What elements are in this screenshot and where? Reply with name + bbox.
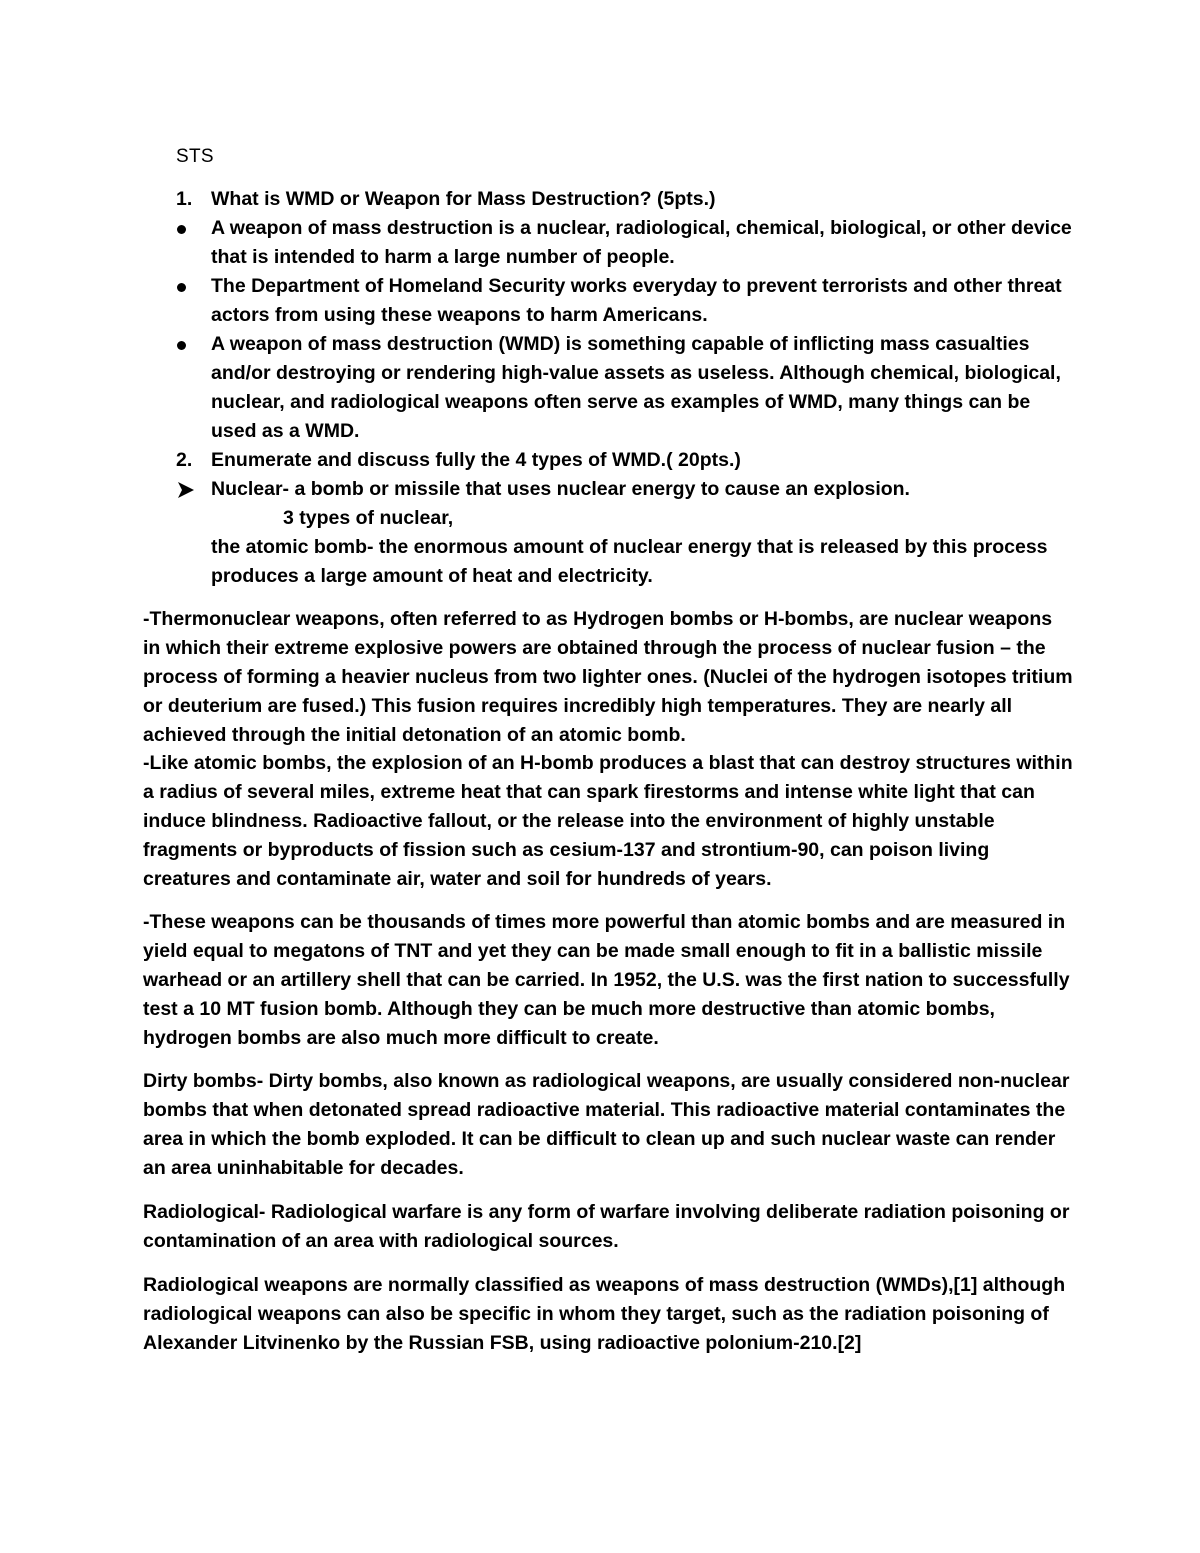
dirty-bombs-paragraph: Dirty bombs- Dirty bombs, also known as radiological weapons, are usually considered non-nuclear bombs that when detonated spread radioactive material. This radioactive material contaminates the area in which the bomb exploded. It can be difficult to clean up and such nuclear waste can render an area uninhabitable for decades. [143, 1070, 1070, 1179]
question-text: Enumerate and discuss fully the 4 types of WMD.( 20pts.) [211, 449, 741, 471]
radiological-paragraph: Radiological- Radiological warfare is any form of warfare involving deliberate radiation poisoning or contamination of an area with radiological sources. [143, 1201, 1070, 1252]
thermonuclear-paragraph: -Thermonuclear weapons, often referred to as Hydrogen bombs or H-bombs, are nuclear weapons in which their extreme explosive powers are obtained through the process of nuclear fusion – the process of forming a heavier nucleus from two lighter ones. (Nuclei of the hydrogen isotopes tritium or deuterium are fused.) This fusion requires incredibly high temperatures. They are nearly all achieved through the initial detonation of an atomic bomb. [143, 608, 1073, 746]
bullet-icon [176, 272, 210, 301]
h-bomb-effects-paragraph: -Like atomic bombs, the explosion of an H-bomb produces a blast that can destroy structures within a radius of several miles, extreme heat that can spark firestorms and intense white light that can induce blindness. Radioactive fallout, or the release into the environment of highly unstable fragments or byproducts of fission such as cesium-137 and strontium-90, can poison living creatures and contaminate air, water and soil for hundreds of years. [143, 752, 1073, 890]
radiological-weapons-paragraph: Radiological weapons are normally classified as weapons of mass destruction (WMDs),[1] although radiological weapons can also be specific in whom they target, such as the radiation poisoning of Alexander Litvinenko by the Russian FSB, using radioactive polonium-210.[2] [143, 1274, 1066, 1354]
bullet-text: A weapon of mass destruction (WMD) is something capable of inflicting mass casualties and/or destroying or rendering high-value assets as useless. Although chemical, biological, nuclear, and radiological weapons often serve as examples of WMD, many things can be used as a WMD. [211, 333, 1061, 442]
question-text: What is WMD or Weapon for Mass Destruction? (5pts.) [211, 188, 716, 210]
nuclear-definition: Nuclear- a bomb or missile that uses nuclear energy to cause an explosion. [211, 478, 910, 500]
question-number: 2. [176, 449, 193, 471]
bullet-text: A weapon of mass destruction is a nuclear, radiological, chemical, biological, or other device that is intended to harm a large number of people. [211, 217, 1072, 268]
bullet-icon [176, 214, 210, 243]
question-number: 1. [176, 188, 193, 210]
bullet-text: The Department of Homeland Security works everyday to prevent terrorists and other threat actors from using these weapons to harm Americans. [211, 275, 1062, 326]
bullet-icon [176, 330, 210, 359]
document-code: STS [176, 146, 214, 167]
atomic-bomb-text: the atomic bomb- the enormous amount of nuclear energy that is released by this process produces a large amount of heat and electricity. [211, 536, 1048, 587]
arrow-bullet-icon [176, 475, 210, 499]
nuclear-subheading: 3 types of nuclear, [283, 507, 454, 529]
yield-paragraph: -These weapons can be thousands of times more powerful than atomic bombs and are measured in yield equal to megatons of TNT and yet they can be made small enough to fit in a ballistic missile warhead or an artillery shell that can be carried. In 1952, the U.S. was the first nation to successfully test a 10 MT fusion bomb. Although they can be much more destructive than atomic bombs, hydrogen bombs are also much more difficult to create. [143, 911, 1070, 1049]
